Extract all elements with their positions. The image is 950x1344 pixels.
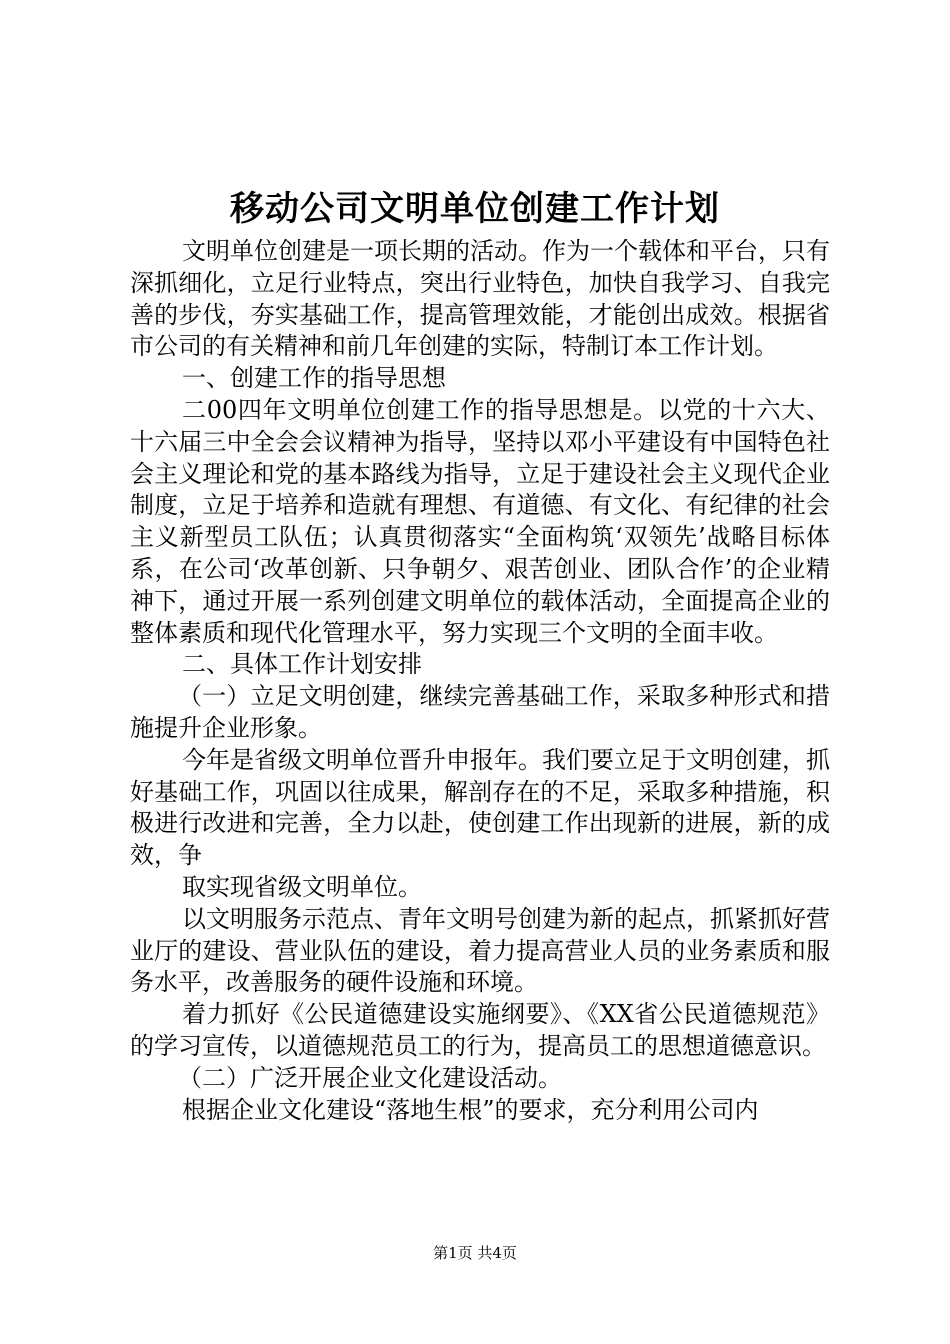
paragraph-provincial-level-continued: 取实现省级文明单位。 bbox=[182, 872, 422, 901]
heading-guiding-ideology: 一、创建工作的指导思想 bbox=[182, 364, 446, 393]
heading-work-plan: 二、具体工作计划安排 bbox=[182, 650, 422, 679]
paragraph-guiding-ideology: 二00四年文明单位创建工作的指导思想是。以党的十六大、十六届三中全会会议精神为指导，坚持以邓小平建设有中国特色社会主义理论和党的基本路线为指导，立足于建设社会主义现代企业制度，立足于培养和造就有理想、有道德、有文化、有纪律的社会主义新型员工队伍；认真贯彻落实“全面构筑‘双领先’战略目标体系，在公司‘改革创新、只争朝夕、艰苦创业、团队合作’的企业精神下，通过开展一系列创建文明单位的载体活动，全面提高企业的整体素质和现代化管理水平，努力实现三个文明的全面丰收。 bbox=[130, 395, 830, 647]
page-footer: 第1页 共4页 bbox=[433, 1244, 517, 1262]
paragraph-intro: 文明单位创建是一项长期的活动。作为一个载体和平台，只有深抓细化，立足行业特点，突出行业特色，加快自我学习、自我完善的步伐，夯实基础工作，提高管理效能，才能创出成效。根据省市公司的有关精神和前几年创建的实际，特制订本工作计划。 bbox=[130, 237, 830, 361]
document-body bbox=[130, 236, 830, 1126]
subheading-civilization-building: （一）立足文明创建，继续完善基础工作，采取多种形式和措施提升企业形象。 bbox=[130, 682, 830, 742]
paragraph-corporate-culture: 根据企业文化建设“落地生根”的要求，充分利用公司内 bbox=[182, 1095, 759, 1124]
paragraph-service-demo: 以文明服务示范点、青年文明号创建为新的起点，抓紧抓好营业厅的建设、营业队伍的建设，着力提高营业人员的业务素质和服务水平，改善服务的硬件设施和环境。 bbox=[130, 904, 830, 997]
paragraph-provincial-level: 今年是省级文明单位晋升申报年。我们要立足于文明创建，抓好基础工作，巩固以往成果，解剖存在的不足，采取多种措施，积极进行改进和完善，全力以赴，使创建工作出现新的进展，新的成效，争 bbox=[130, 745, 830, 870]
document-title: 移动公司文明单位创建工作计划 bbox=[230, 189, 720, 229]
subheading-corporate-culture: （二）广泛开展企业文化建设活动。 bbox=[178, 1063, 562, 1092]
paragraph-moral-construction: 着力抓好《公民道德建设实施纲要》、《XX省公民道德规范》的学习宣传，以道德规范员工的行为，提高员工的思想道德意识。 bbox=[130, 1000, 830, 1060]
